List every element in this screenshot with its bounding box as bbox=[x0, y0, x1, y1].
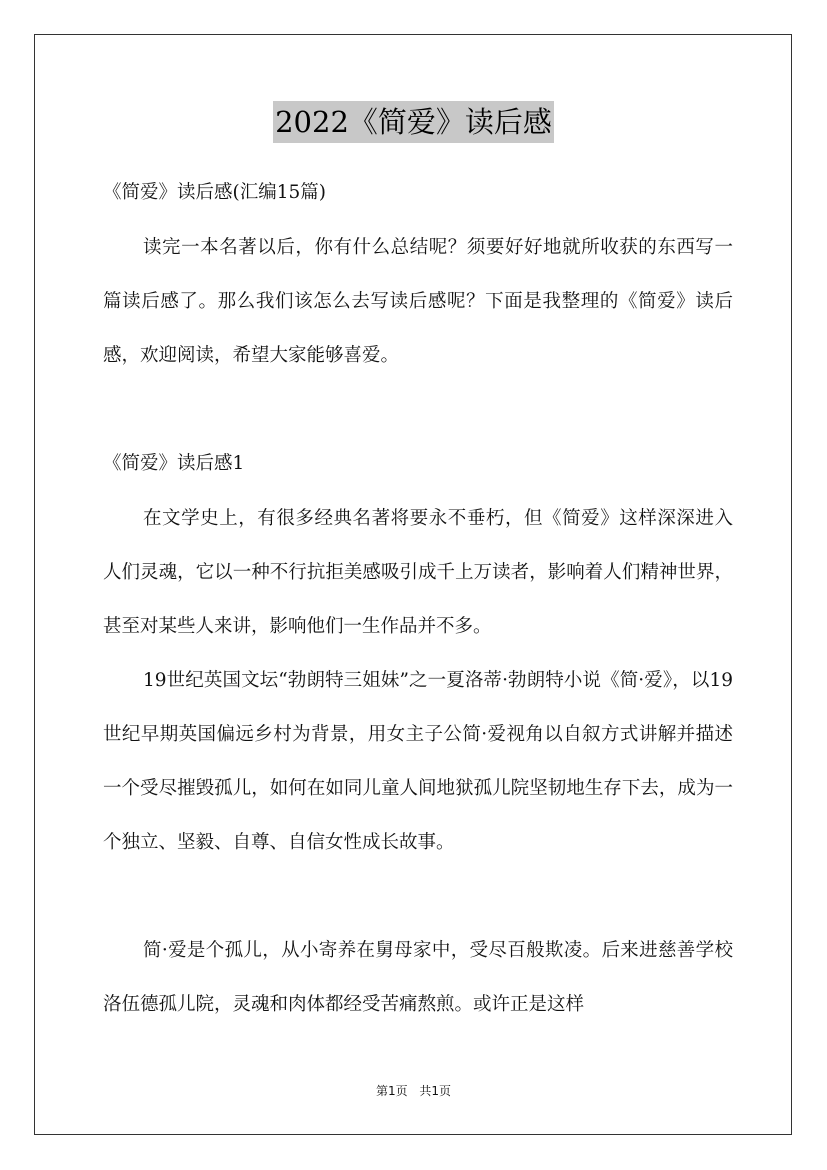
page-number: 第1页 bbox=[375, 1084, 408, 1098]
title-container bbox=[0, 101, 827, 143]
document-subtitle: 《简爱》读后感(汇编15篇) bbox=[103, 182, 326, 203]
intro-paragraph: 读完一本名著以后，你有什么总结呢？须要好好地就所收获的东西写一篇读后感了。那么我们该怎么去写读后感呢？下面是我整理的《简爱》读后感，欢迎阅读，希望大家能够喜爱。 bbox=[103, 237, 733, 366]
body-paragraph: 在文学史上，有很多经典名著将要永不垂朽，但《简爱》这样深深进入人们灵魂，它以一种不行抗拒美感吸引成千上万读者，影响着人们精神世界，甚至对某些人来讲，影响他们一生作品并不多。 bbox=[103, 508, 733, 637]
body-paragraph: 简·爱是个孤儿，从小寄养在舅母家中，受尽百般欺凌。后来进慈善学校洛伍德孤儿院，灵魂和肉体都经受苦痛熬煎。或许正是这样 bbox=[103, 940, 733, 1015]
body-paragraph: 19世纪英国文坛“勃朗特三姐妹”之一夏洛蒂·勃朗特小说《简·爱》，以19世纪早期英国偏远乡村为背景，用女主子公简·爱视角以自叙方式讲解并描述一个受尽摧毁孤儿，如何在如同儿童人间地狱孤儿院坚韧地生存下去，成为一个独立、坚毅、自尊、自信女性成长故事。 bbox=[103, 670, 733, 853]
page-footer bbox=[0, 1082, 827, 1099]
document-title: 2022《简爱》读后感 bbox=[273, 101, 554, 143]
page-total: 共1页 bbox=[419, 1084, 452, 1098]
section-heading: 《简爱》读后感1 bbox=[103, 453, 245, 474]
